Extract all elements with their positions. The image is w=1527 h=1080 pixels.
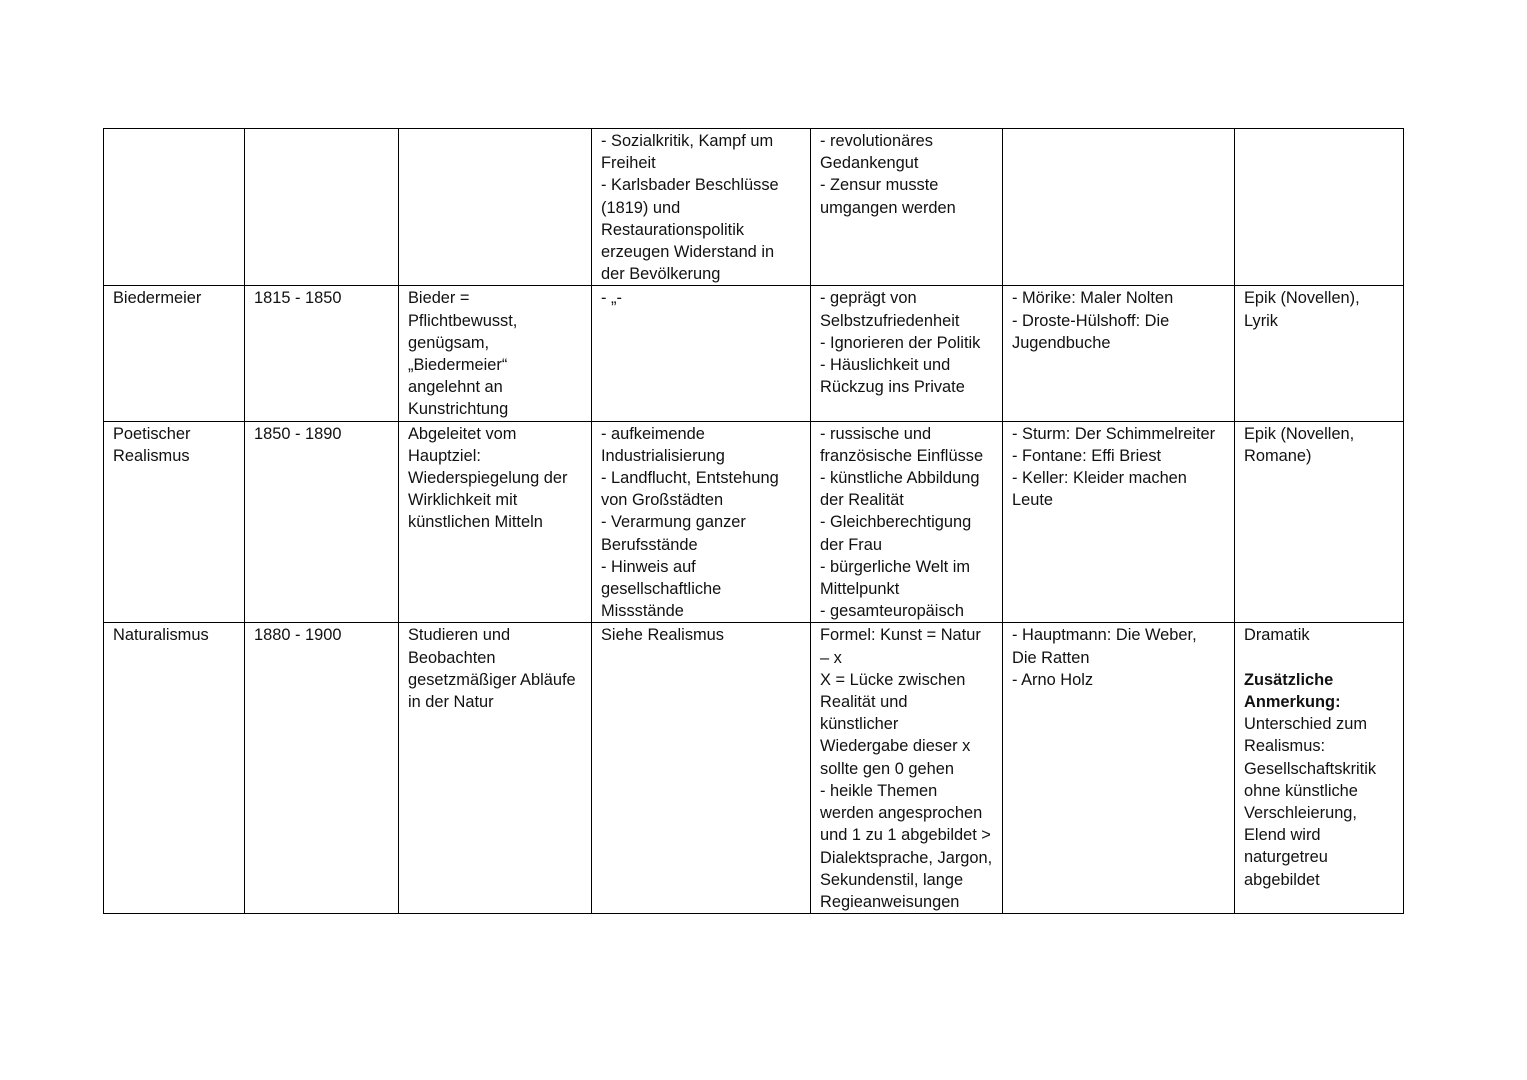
cell-line: - Keller: Kleider machen	[1012, 469, 1187, 488]
note-line: abgebildet	[1244, 870, 1320, 889]
background-cell	[592, 286, 811, 421]
cell-line: sollte gen 0 gehen	[820, 759, 954, 778]
cell-line: Wirklichkeit mit	[408, 491, 518, 510]
cell-line: (1819) und	[601, 198, 681, 217]
note-line: Gesellschaftskritik	[1244, 759, 1377, 778]
cell-line: Die Ratten	[1012, 648, 1090, 667]
cell-line: Studieren und	[408, 626, 511, 645]
epoch-cell	[104, 129, 245, 286]
note-line: naturgetreu	[1244, 848, 1328, 867]
genre-cell	[1235, 421, 1404, 623]
authors-cell	[1003, 623, 1235, 914]
genre-cell	[1235, 286, 1404, 421]
meaning-cell	[399, 421, 592, 623]
cell-line: Realität und	[820, 693, 908, 712]
note-heading: Anmerkung:	[1244, 693, 1341, 712]
cell-line: - Arno Holz	[1012, 670, 1094, 689]
cell-line: - Zensur musste	[820, 176, 939, 195]
epoch-name: Poetischer	[113, 424, 191, 443]
cell-line: der Realität	[820, 491, 904, 510]
meaning-cell	[399, 129, 592, 286]
cell-line: von Großstädten	[601, 491, 724, 510]
epoch-cell	[104, 623, 245, 914]
background-cell	[592, 421, 811, 623]
note-line: ohne künstliche	[1244, 781, 1358, 800]
note-line: Verschleierung,	[1244, 804, 1357, 823]
cell-line: erzeugen Widerstand in	[601, 243, 775, 262]
cell-line: Epik (Novellen),	[1244, 289, 1360, 308]
cell-line: Restaurationspolitik	[601, 220, 745, 239]
cell-line: Abgeleitet vom	[408, 424, 517, 443]
table-row	[104, 421, 1404, 623]
genre-cell	[1235, 623, 1404, 914]
cell-line: Leute	[1012, 491, 1054, 510]
cell-line: Epik (Novellen,	[1244, 424, 1355, 443]
cell-line: französische Einflüsse	[820, 446, 984, 465]
cell-line: der Bevölkerung	[601, 265, 721, 284]
cell-line: der Frau	[820, 535, 882, 554]
features-cell	[811, 129, 1003, 286]
note-line: Unterschied zum	[1244, 715, 1367, 734]
cell-line: - russische und	[820, 424, 932, 443]
period-text: 1815 - 1850	[254, 289, 342, 308]
note-line: Realismus:	[1244, 737, 1326, 756]
literary-epochs-table	[103, 128, 1404, 914]
cell-line: gesetzmäßiger Abläufe	[408, 670, 576, 689]
period-cell	[245, 286, 399, 421]
cell-line: gesellschaftliche	[601, 580, 722, 599]
cell-line: - Karlsbader Beschlüsse	[601, 176, 779, 195]
cell-line: angelehnt an	[408, 378, 503, 397]
cell-line: - künstliche Abbildung	[820, 469, 980, 488]
cell-line: - Hauptmann: Die Weber,	[1012, 626, 1197, 645]
cell-line: „Biedermeier“	[408, 356, 508, 375]
cell-line: X = Lücke zwischen	[820, 670, 966, 689]
cell-line: Berufsstände	[601, 535, 698, 554]
epoch-name: Realismus	[113, 446, 190, 465]
cell-line: werden angesprochen	[820, 804, 983, 823]
epoch-name: Naturalismus	[113, 626, 209, 645]
epoch-cell	[104, 286, 245, 421]
table-row	[104, 286, 1404, 421]
cell-line: - Mörike: Maler Nolten	[1012, 289, 1174, 308]
table-row	[104, 129, 1404, 286]
cell-line: Kunstrichtung	[408, 400, 509, 419]
authors-cell	[1003, 421, 1235, 623]
cell-line: in der Natur	[408, 693, 494, 712]
genre-cell	[1235, 129, 1404, 286]
cell-line: - Häuslichkeit und	[820, 356, 951, 375]
note-line: Elend wird	[1244, 826, 1321, 845]
cell-line: - Sozialkritik, Kampf um	[601, 132, 774, 150]
background-cell	[592, 623, 811, 914]
cell-line: - „-	[601, 289, 622, 308]
cell-line: - gesamteuropäisch	[820, 602, 964, 621]
table-row	[104, 623, 1404, 914]
cell-line: Industrialisierung	[601, 446, 725, 465]
period-cell	[245, 129, 399, 286]
cell-line: - Hinweis auf	[601, 557, 696, 576]
cell-line: Mittelpunkt	[820, 580, 900, 599]
period-cell	[245, 623, 399, 914]
cell-line: - Landflucht, Entstehung	[601, 469, 779, 488]
cell-line: - Fontane: Effi Briest	[1012, 446, 1162, 465]
features-cell	[811, 623, 1003, 914]
period-text: 1880 - 1900	[254, 626, 342, 645]
cell-line: Pflichtbewusst,	[408, 311, 518, 330]
cell-line: - geprägt von	[820, 289, 917, 308]
authors-cell	[1003, 129, 1235, 286]
cell-line: Siehe Realismus	[601, 626, 724, 645]
spacer	[1244, 647, 1394, 669]
cell-line: - heikle Themen	[820, 781, 938, 800]
cell-line: Romane)	[1244, 446, 1312, 465]
cell-line: und 1 zu 1 abgebildet >	[820, 826, 991, 845]
cell-line: Selbstzufriedenheit	[820, 311, 960, 330]
cell-line: - Gleichberechtigung	[820, 513, 972, 532]
cell-line: - aufkeimende	[601, 424, 705, 443]
features-cell	[811, 421, 1003, 623]
period-cell	[245, 421, 399, 623]
epoch-cell	[104, 421, 245, 623]
cell-line: Beobachten	[408, 648, 496, 667]
cell-line: - Verarmung ganzer	[601, 513, 746, 532]
cell-line: Missstände	[601, 602, 684, 621]
meaning-cell	[399, 286, 592, 421]
cell-line: Wiedergabe dieser x	[820, 737, 971, 756]
cell-line: Sekundenstil, lange	[820, 870, 964, 889]
cell-line: Dramatik	[1244, 626, 1310, 645]
cell-line: Formel: Kunst = Natur	[820, 626, 981, 645]
cell-line: Rückzug ins Private	[820, 378, 965, 397]
cell-line: Gedankengut	[820, 154, 919, 173]
cell-line: - bürgerliche Welt im	[820, 557, 970, 576]
cell-line: künstlicher	[820, 715, 899, 734]
cell-line: Regieanweisungen	[820, 892, 960, 911]
cell-line: – x	[820, 648, 842, 667]
features-cell	[811, 286, 1003, 421]
cell-line: Wiederspiegelung der	[408, 469, 568, 488]
cell-line: - Droste-Hülshoff: Die	[1012, 311, 1170, 330]
cell-line: Lyrik	[1244, 311, 1278, 330]
cell-line: künstlichen Mitteln	[408, 513, 543, 532]
cell-line: - revolutionäres	[820, 132, 933, 150]
cell-line: - Ignorieren der Politik	[820, 333, 981, 352]
meaning-cell	[399, 623, 592, 914]
authors-cell	[1003, 286, 1235, 421]
cell-line: - Sturm: Der Schimmelreiter	[1012, 424, 1216, 443]
note-heading: Zusätzliche	[1244, 670, 1334, 689]
cell-line: Bieder =	[408, 289, 470, 308]
cell-line: Hauptziel:	[408, 446, 481, 465]
cell-line: genügsam,	[408, 333, 490, 352]
cell-line: Dialektsprache, Jargon,	[820, 848, 993, 867]
cell-line: umgangen werden	[820, 198, 956, 217]
cell-line: Freiheit	[601, 154, 656, 173]
cell-line: Jugendbuche	[1012, 333, 1111, 352]
background-cell	[592, 129, 811, 286]
epoch-name: Biedermeier	[113, 289, 202, 308]
period-text: 1850 - 1890	[254, 424, 342, 443]
